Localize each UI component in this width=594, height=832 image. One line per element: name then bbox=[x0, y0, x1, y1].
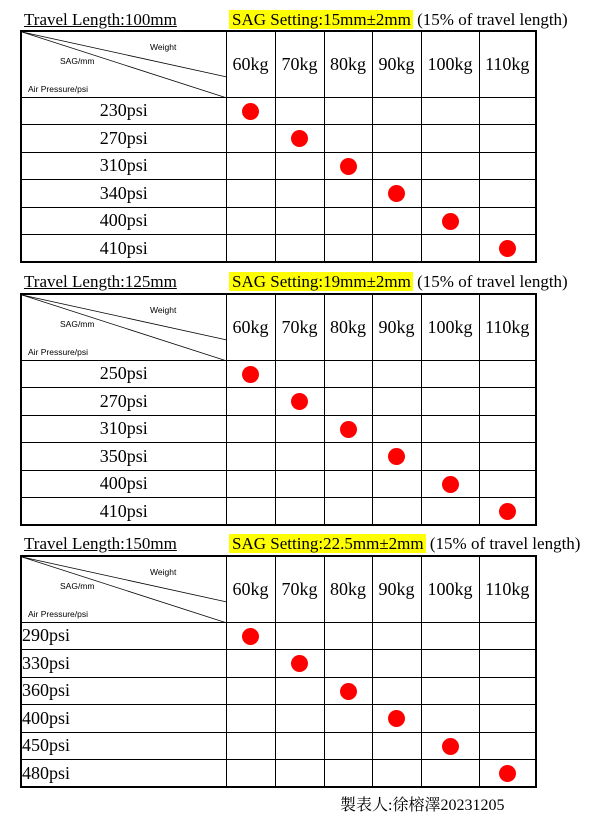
weight-cell bbox=[421, 705, 479, 733]
table-row bbox=[21, 360, 536, 388]
weight-cell bbox=[275, 677, 324, 705]
weight-cell bbox=[226, 677, 275, 705]
table-row bbox=[21, 388, 536, 416]
sag-setting-highlight: SAG Setting:19mm±2mm bbox=[229, 272, 413, 291]
selected-dot-icon bbox=[388, 448, 405, 465]
weight-cell bbox=[275, 498, 324, 526]
weight-cell bbox=[479, 498, 536, 526]
weight-cell bbox=[421, 650, 479, 678]
weight-cell bbox=[275, 388, 324, 416]
table-row bbox=[21, 97, 536, 125]
selected-dot-icon bbox=[499, 765, 516, 782]
pressure-cell: 250psi bbox=[21, 360, 226, 388]
weight-header-cell: 90kg bbox=[372, 31, 421, 97]
weight-cell bbox=[479, 97, 536, 125]
weight-cell bbox=[275, 235, 324, 263]
sag-axis-label: SAG/mm bbox=[60, 319, 95, 329]
selected-dot-icon bbox=[291, 655, 308, 672]
weight-cell bbox=[372, 180, 421, 208]
weight-cell bbox=[324, 415, 372, 443]
pressure-cell: 310psi bbox=[21, 415, 226, 443]
pressure-cell: 410psi bbox=[21, 235, 226, 263]
selected-dot-icon bbox=[499, 503, 516, 520]
sag-table-3 bbox=[20, 555, 537, 788]
selected-dot-icon bbox=[442, 738, 459, 755]
weight-cell bbox=[421, 677, 479, 705]
corner-header-cell bbox=[21, 31, 226, 97]
table-row bbox=[21, 498, 536, 526]
weight-cell bbox=[372, 388, 421, 416]
weight-header-cell: 70kg bbox=[275, 294, 324, 360]
weight-cell bbox=[324, 207, 372, 235]
sag-setting-note: (15% of travel length) bbox=[412, 272, 568, 291]
weight-cell bbox=[275, 180, 324, 208]
weight-cell bbox=[275, 152, 324, 180]
pressure-cell: 480psi bbox=[21, 760, 226, 788]
weight-cell bbox=[226, 622, 275, 650]
weight-header-cell: 100kg bbox=[421, 31, 479, 97]
weight-cell bbox=[479, 760, 536, 788]
weight-cell bbox=[479, 705, 536, 733]
weight-cell bbox=[275, 470, 324, 498]
weight-cell bbox=[324, 152, 372, 180]
weight-cell bbox=[372, 732, 421, 760]
pressure-cell: 400psi bbox=[21, 705, 226, 733]
pressure-cell: 230psi bbox=[21, 97, 226, 125]
selected-dot-icon bbox=[340, 158, 357, 175]
weight-cell bbox=[421, 443, 479, 471]
pressure-cell: 340psi bbox=[21, 180, 226, 208]
sag-table-1 bbox=[20, 30, 537, 263]
weight-cell bbox=[275, 207, 324, 235]
weight-cell bbox=[275, 760, 324, 788]
pressure-axis-label: Air Pressure/psi bbox=[28, 84, 88, 94]
table-row bbox=[21, 180, 536, 208]
section-2-header bbox=[24, 272, 584, 294]
weight-header-cell: 110kg bbox=[479, 294, 536, 360]
weight-cell bbox=[421, 760, 479, 788]
weight-cell bbox=[226, 152, 275, 180]
weight-cell bbox=[479, 152, 536, 180]
sag-setting bbox=[229, 272, 568, 292]
weight-cell bbox=[226, 443, 275, 471]
selected-dot-icon bbox=[388, 185, 405, 202]
weight-cell bbox=[479, 732, 536, 760]
weight-cell bbox=[479, 443, 536, 471]
weight-cell bbox=[372, 760, 421, 788]
weight-cell bbox=[324, 732, 372, 760]
weight-cell bbox=[226, 180, 275, 208]
selected-dot-icon bbox=[340, 683, 357, 700]
table-row bbox=[21, 415, 536, 443]
weight-cell bbox=[479, 470, 536, 498]
weight-cell bbox=[226, 235, 275, 263]
sag-axis-label: SAG/mm bbox=[60, 56, 95, 66]
pressure-cell: 330psi bbox=[21, 650, 226, 678]
sag-setting-highlight: SAG Setting:22.5mm±2mm bbox=[229, 534, 426, 553]
section-1-header bbox=[24, 10, 584, 32]
weight-cell bbox=[226, 207, 275, 235]
weight-cell bbox=[421, 498, 479, 526]
weight-cell bbox=[421, 152, 479, 180]
weight-header-cell: 90kg bbox=[372, 294, 421, 360]
sag-setting-note: (15% of travel length) bbox=[425, 534, 581, 553]
weight-cell bbox=[324, 125, 372, 153]
weight-cell bbox=[479, 677, 536, 705]
table-row bbox=[21, 235, 536, 263]
pressure-cell: 450psi bbox=[21, 732, 226, 760]
table-row bbox=[21, 622, 536, 650]
pressure-axis-label: Air Pressure/psi bbox=[28, 609, 88, 619]
weight-cell bbox=[479, 622, 536, 650]
section-3-header bbox=[24, 534, 584, 556]
selected-dot-icon bbox=[442, 476, 459, 493]
weight-cell bbox=[479, 207, 536, 235]
weight-header-cell: 100kg bbox=[421, 294, 479, 360]
weight-cell bbox=[372, 498, 421, 526]
weight-cell bbox=[324, 443, 372, 471]
corner-header-cell bbox=[21, 294, 226, 360]
pressure-cell: 270psi bbox=[21, 125, 226, 153]
weight-cell bbox=[226, 760, 275, 788]
weight-cell bbox=[372, 705, 421, 733]
weight-cell bbox=[421, 207, 479, 235]
table-row bbox=[21, 470, 536, 498]
weight-cell bbox=[479, 415, 536, 443]
table-row bbox=[21, 650, 536, 678]
weight-cell bbox=[324, 97, 372, 125]
weight-cell bbox=[324, 388, 372, 416]
weight-header-cell: 60kg bbox=[226, 31, 275, 97]
weight-cell bbox=[275, 732, 324, 760]
weight-cell bbox=[479, 235, 536, 263]
weight-cell bbox=[479, 180, 536, 208]
weight-axis-label: Weight bbox=[150, 567, 177, 577]
table-header-row bbox=[21, 31, 536, 97]
weight-cell bbox=[226, 732, 275, 760]
weight-cell bbox=[226, 470, 275, 498]
weight-cell bbox=[275, 705, 324, 733]
weight-cell bbox=[479, 650, 536, 678]
weight-cell bbox=[226, 388, 275, 416]
weight-cell bbox=[372, 443, 421, 471]
weight-cell bbox=[372, 470, 421, 498]
weight-header-cell: 80kg bbox=[324, 31, 372, 97]
weight-cell bbox=[372, 415, 421, 443]
table-row bbox=[21, 705, 536, 733]
weight-cell bbox=[372, 360, 421, 388]
weight-cell bbox=[324, 705, 372, 733]
weight-axis-label: Weight bbox=[150, 305, 177, 315]
weight-cell bbox=[275, 125, 324, 153]
weight-cell bbox=[324, 470, 372, 498]
weight-cell bbox=[479, 125, 536, 153]
sag-setting bbox=[229, 10, 568, 30]
weight-cell bbox=[421, 415, 479, 443]
weight-cell bbox=[421, 97, 479, 125]
weight-cell bbox=[324, 760, 372, 788]
travel-length-label: Travel Length:150mm bbox=[24, 534, 177, 553]
sag-setting-highlight: SAG Setting:15mm±2mm bbox=[229, 10, 413, 29]
weight-cell bbox=[421, 125, 479, 153]
weight-header-cell: 100kg bbox=[421, 556, 479, 622]
selected-dot-icon bbox=[242, 628, 259, 645]
table-row bbox=[21, 207, 536, 235]
sag-setting bbox=[229, 534, 580, 554]
weight-cell bbox=[226, 498, 275, 526]
table-row bbox=[21, 732, 536, 760]
pressure-cell: 350psi bbox=[21, 443, 226, 471]
weight-header-cell: 80kg bbox=[324, 556, 372, 622]
weight-cell bbox=[372, 97, 421, 125]
weight-header-cell: 60kg bbox=[226, 556, 275, 622]
weight-cell bbox=[421, 622, 479, 650]
weight-cell bbox=[275, 622, 324, 650]
weight-cell bbox=[324, 180, 372, 208]
pressure-cell: 270psi bbox=[21, 388, 226, 416]
weight-header-cell: 90kg bbox=[372, 556, 421, 622]
weight-header-cell: 70kg bbox=[275, 31, 324, 97]
weight-header-cell: 110kg bbox=[479, 31, 536, 97]
weight-cell bbox=[479, 388, 536, 416]
weight-cell bbox=[324, 498, 372, 526]
weight-cell bbox=[324, 360, 372, 388]
sag-setting-note: (15% of travel length) bbox=[412, 10, 568, 29]
selected-dot-icon bbox=[291, 130, 308, 147]
selected-dot-icon bbox=[388, 710, 405, 727]
weight-cell bbox=[421, 732, 479, 760]
weight-header-cell: 80kg bbox=[324, 294, 372, 360]
weight-cell bbox=[372, 125, 421, 153]
weight-cell bbox=[275, 443, 324, 471]
weight-cell bbox=[372, 650, 421, 678]
weight-header-cell: 60kg bbox=[226, 294, 275, 360]
weight-cell bbox=[324, 235, 372, 263]
weight-cell bbox=[275, 415, 324, 443]
author-footer: 製表人:徐榕澤20231205 bbox=[340, 797, 505, 814]
weight-cell bbox=[372, 207, 421, 235]
pressure-cell: 310psi bbox=[21, 152, 226, 180]
selected-dot-icon bbox=[499, 240, 516, 257]
weight-cell bbox=[275, 97, 324, 125]
weight-cell bbox=[275, 360, 324, 388]
pressure-cell: 360psi bbox=[21, 677, 226, 705]
weight-cell bbox=[421, 180, 479, 208]
selected-dot-icon bbox=[242, 103, 259, 120]
weight-cell bbox=[421, 235, 479, 263]
selected-dot-icon bbox=[340, 421, 357, 438]
selected-dot-icon bbox=[291, 393, 308, 410]
sag-axis-label: SAG/mm bbox=[60, 581, 95, 591]
weight-cell bbox=[226, 360, 275, 388]
table-row bbox=[21, 152, 536, 180]
weight-cell bbox=[324, 622, 372, 650]
table-header-row bbox=[21, 294, 536, 360]
travel-length-label: Travel Length:100mm bbox=[24, 10, 177, 29]
sag-table-2 bbox=[20, 293, 537, 526]
weight-cell bbox=[372, 235, 421, 263]
selected-dot-icon bbox=[442, 213, 459, 230]
pressure-axis-label: Air Pressure/psi bbox=[28, 347, 88, 357]
weight-cell bbox=[324, 677, 372, 705]
weight-cell bbox=[421, 388, 479, 416]
weight-cell bbox=[226, 705, 275, 733]
weight-cell bbox=[372, 152, 421, 180]
weight-cell bbox=[372, 677, 421, 705]
selected-dot-icon bbox=[242, 366, 259, 383]
table-row bbox=[21, 443, 536, 471]
table-header-row bbox=[21, 556, 536, 622]
pressure-cell: 410psi bbox=[21, 498, 226, 526]
weight-cell bbox=[421, 470, 479, 498]
weight-cell bbox=[226, 97, 275, 125]
table-row bbox=[21, 125, 536, 153]
table-row bbox=[21, 677, 536, 705]
corner-header-cell bbox=[21, 556, 226, 622]
travel-length-label: Travel Length:125mm bbox=[24, 272, 177, 291]
pressure-cell: 400psi bbox=[21, 470, 226, 498]
weight-header-cell: 70kg bbox=[275, 556, 324, 622]
weight-cell bbox=[421, 360, 479, 388]
weight-cell bbox=[372, 622, 421, 650]
weight-cell bbox=[275, 650, 324, 678]
weight-axis-label: Weight bbox=[150, 42, 177, 52]
pressure-cell: 400psi bbox=[21, 207, 226, 235]
weight-cell bbox=[479, 360, 536, 388]
weight-cell bbox=[226, 415, 275, 443]
weight-cell bbox=[226, 125, 275, 153]
weight-cell bbox=[324, 650, 372, 678]
pressure-cell: 290psi bbox=[21, 622, 226, 650]
table-row bbox=[21, 760, 536, 788]
weight-cell bbox=[226, 650, 275, 678]
weight-header-cell: 110kg bbox=[479, 556, 536, 622]
